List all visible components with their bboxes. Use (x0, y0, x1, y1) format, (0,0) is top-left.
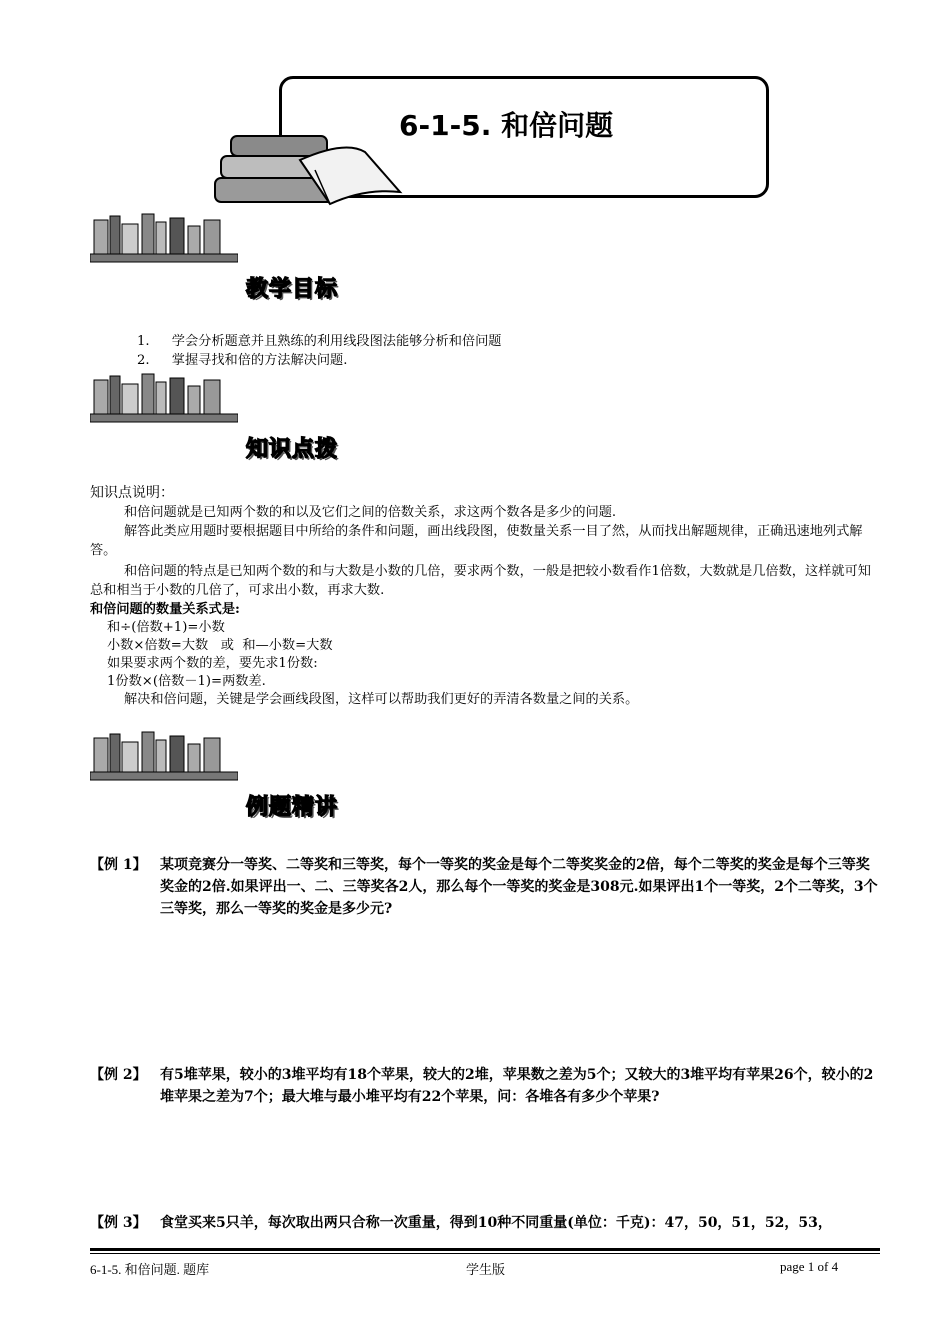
example-2 (90, 1064, 882, 1108)
example-text: 有5堆苹果，较小的3堆平均有18个苹果，较大的2堆，苹果数之差为5个；又较大的3堆平均有苹果26个，较小的2堆苹果之差为7个；最大堆与最小堆平均有22个苹果，问：各堆各有多少个苹果? (160, 1067, 874, 1105)
footer-divider (90, 1253, 880, 1254)
formula-line: 如果要求两个数的差，要先求1份数: (107, 656, 318, 671)
goal-text: 掌握寻找和倍的方法解决问题. (171, 353, 348, 368)
goal-number: 1. (137, 334, 150, 349)
footer-page-number: page 1 of 4 (780, 1259, 839, 1274)
section-title-goals: 教学目标 (246, 277, 339, 302)
knowledge-paragraph: 和倍问题的特点是已知两个数的和与大数是小数的几倍，要求两个数，一般是把较小数看作1倍数，大数就是几倍数，这样就可知总和相当于小数的几倍了，可求出小数，再求大数. (90, 564, 871, 598)
goal-item (137, 351, 347, 370)
page-title: 6-1-5. 和倍问题 (399, 109, 614, 142)
books-stack-icon (205, 130, 405, 210)
example-label: 【例 1】 (90, 857, 147, 873)
goal-text: 学会分析题意并且熟练的利用线段图法能够分析和倍问题 (171, 334, 502, 349)
bookshelf-banner-icon (90, 730, 238, 782)
formula-line: 和÷(倍数+1)=小数 (107, 620, 225, 635)
goal-number: 2. (137, 353, 150, 368)
example-label: 【例 2】 (90, 1067, 147, 1083)
formula-line: 1份数×(倍数－1)=两数差. (107, 674, 266, 689)
formula-line: 小数×倍数=大数 或 和—小数=大数 (107, 638, 333, 653)
section-title-examples: 例题精讲 (246, 795, 339, 820)
bookshelf-banner-icon (90, 372, 238, 424)
goal-item (137, 332, 501, 351)
example-1 (90, 854, 882, 920)
example-text: 某项竞赛分一等奖、二等奖和三等奖，每个一等奖的奖金是每个二等奖奖金的2倍，每个二等奖的奖金是每个三等奖奖金的2倍.如果评出一、二、三等奖各2人，那么每个一等奖的奖金是308元.如果评出1个一等奖，2个二等奖，3个三等奖，那么一等奖的奖金是多少元? (160, 857, 878, 917)
example-label: 【例 3】 (90, 1215, 147, 1231)
bookshelf-banner-icon (90, 212, 238, 264)
knowledge-paragraph: 解决和倍问题，关键是学会画线段图，这样可以帮助我们更好的弄清各数量之间的关系。 (124, 692, 639, 707)
footer-divider (90, 1248, 880, 1251)
example-text: 食堂买来5只羊，每次取出两只合称一次重量，得到10种不同重量(单位：千克)：47，50，51，52，53， (160, 1215, 832, 1231)
knowledge-paragraph: 和倍问题就是已知两个数的和以及它们之间的倍数关系，求这两个数各是多少的问题. (124, 505, 617, 520)
formula-heading: 和倍问题的数量关系式是: (90, 602, 240, 617)
section-title-knowledge: 知识点拨 (246, 437, 339, 462)
footer-left: 6-1-5. 和倍问题. 题库 (90, 1262, 210, 1277)
example-3 (90, 1212, 882, 1234)
footer-center: 学生版 (466, 1262, 506, 1277)
knowledge-heading: 知识点说明： (90, 485, 174, 501)
knowledge-paragraph: 解答此类应用题时要根据题目中所给的条件和问题，画出线段图，使数量关系一目了然，从而找出解题规律，正确迅速地列式解答。 (90, 524, 863, 558)
